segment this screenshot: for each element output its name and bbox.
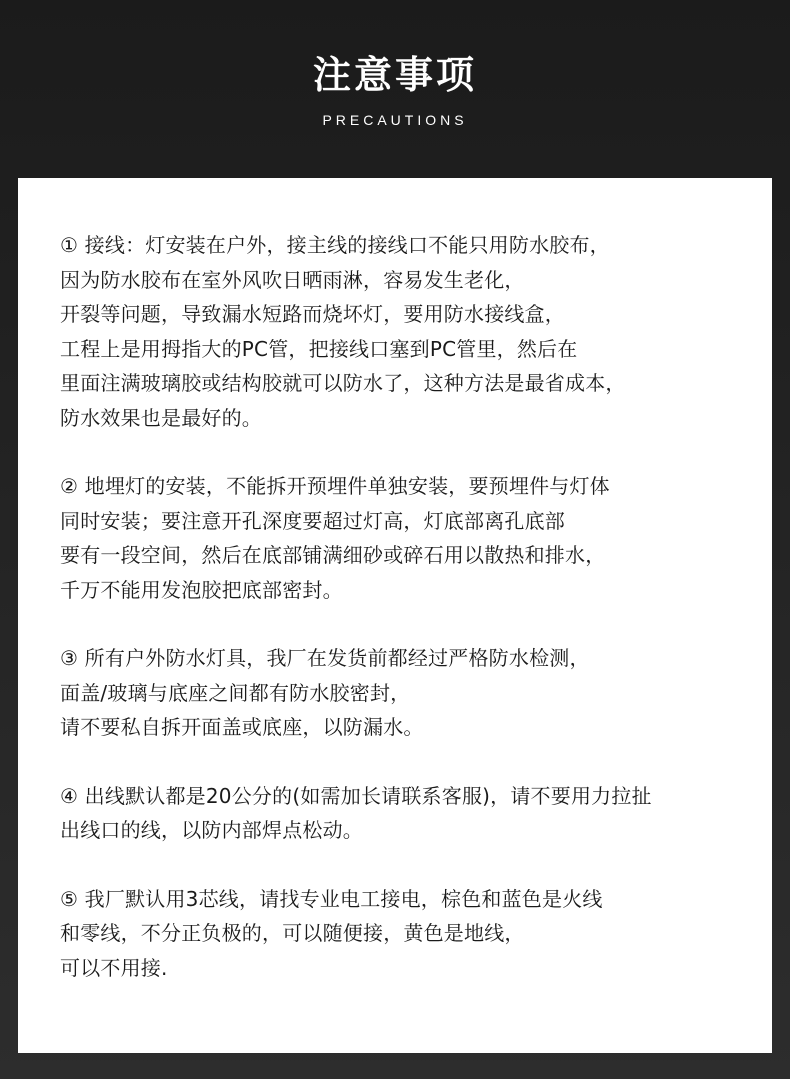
precaution-text-line: 里面注满玻璃胶或结构胶就可以防水了，这种方法是最省成本， [60,371,626,395]
precaution-text-line: 面盖/玻璃与底座之间都有防水胶密封， [60,680,411,705]
page-subtitle: PRECAUTIONS [322,112,468,128]
precaution-item [60,469,760,607]
page-title: 注意事项 [312,53,477,97]
precaution-item [60,641,760,745]
precaution-text-line: 同时安装；要注意开孔深度要超过灯高，灯底部离孔底部 [60,508,565,533]
precaution-text-line: 可以不用接. [60,955,168,980]
precaution-text-line: 要有一段空间，然后在底部铺满细砂或碎石用以散热和排水， [60,543,606,567]
precautions-card [18,178,772,1053]
precautions-list [60,228,760,1019]
precaution-item [60,882,760,986]
precaution-text-line: 请不要私自拆开面盖或底座，以防漏水。 [60,715,424,739]
precaution-text-line: 开裂等问题，导致漏水短路而烧坏灯，要用防水接线盒， [60,302,565,326]
precaution-text-line: 防水效果也是最好的。 [60,405,262,430]
precaution-text-line: ① 接线：灯安装在户外，接主线的接线口不能只用防水胶布， [60,233,610,257]
precaution-text-line: 和零线，不分正负极的，可以随便接，黄色是地线， [60,921,525,945]
precaution-item [60,228,760,435]
precaution-text-line: ④ 出线默认都是20公分的(如需加长请联系客服)，请不要用力拉扯 [60,783,652,808]
precaution-text-line: 出线口的线，以防内部焊点松动。 [60,818,363,842]
precaution-text-line: 工程上是用拇指大的PC管，把接线口塞到PC管里，然后在 [60,336,578,361]
page-header [0,0,790,178]
precaution-item [60,779,760,848]
precaution-text-line: ② 地埋灯的安装，不能拆开预埋件单独安装，要预埋件与灯体 [60,474,610,498]
precaution-text-line: ③ 所有户外防水灯具，我厂在发货前都经过严格防水检测， [60,646,590,670]
precaution-text-line: 因为防水胶布在室外风吹日晒雨淋，容易发生老化， [60,267,525,292]
precaution-text-line: 千万不能用发泡胶把底部密封。 [60,577,343,602]
precaution-text-line: ⑤ 我厂默认用3芯线，请找专业电工接电，棕色和蓝色是火线 [60,886,603,911]
